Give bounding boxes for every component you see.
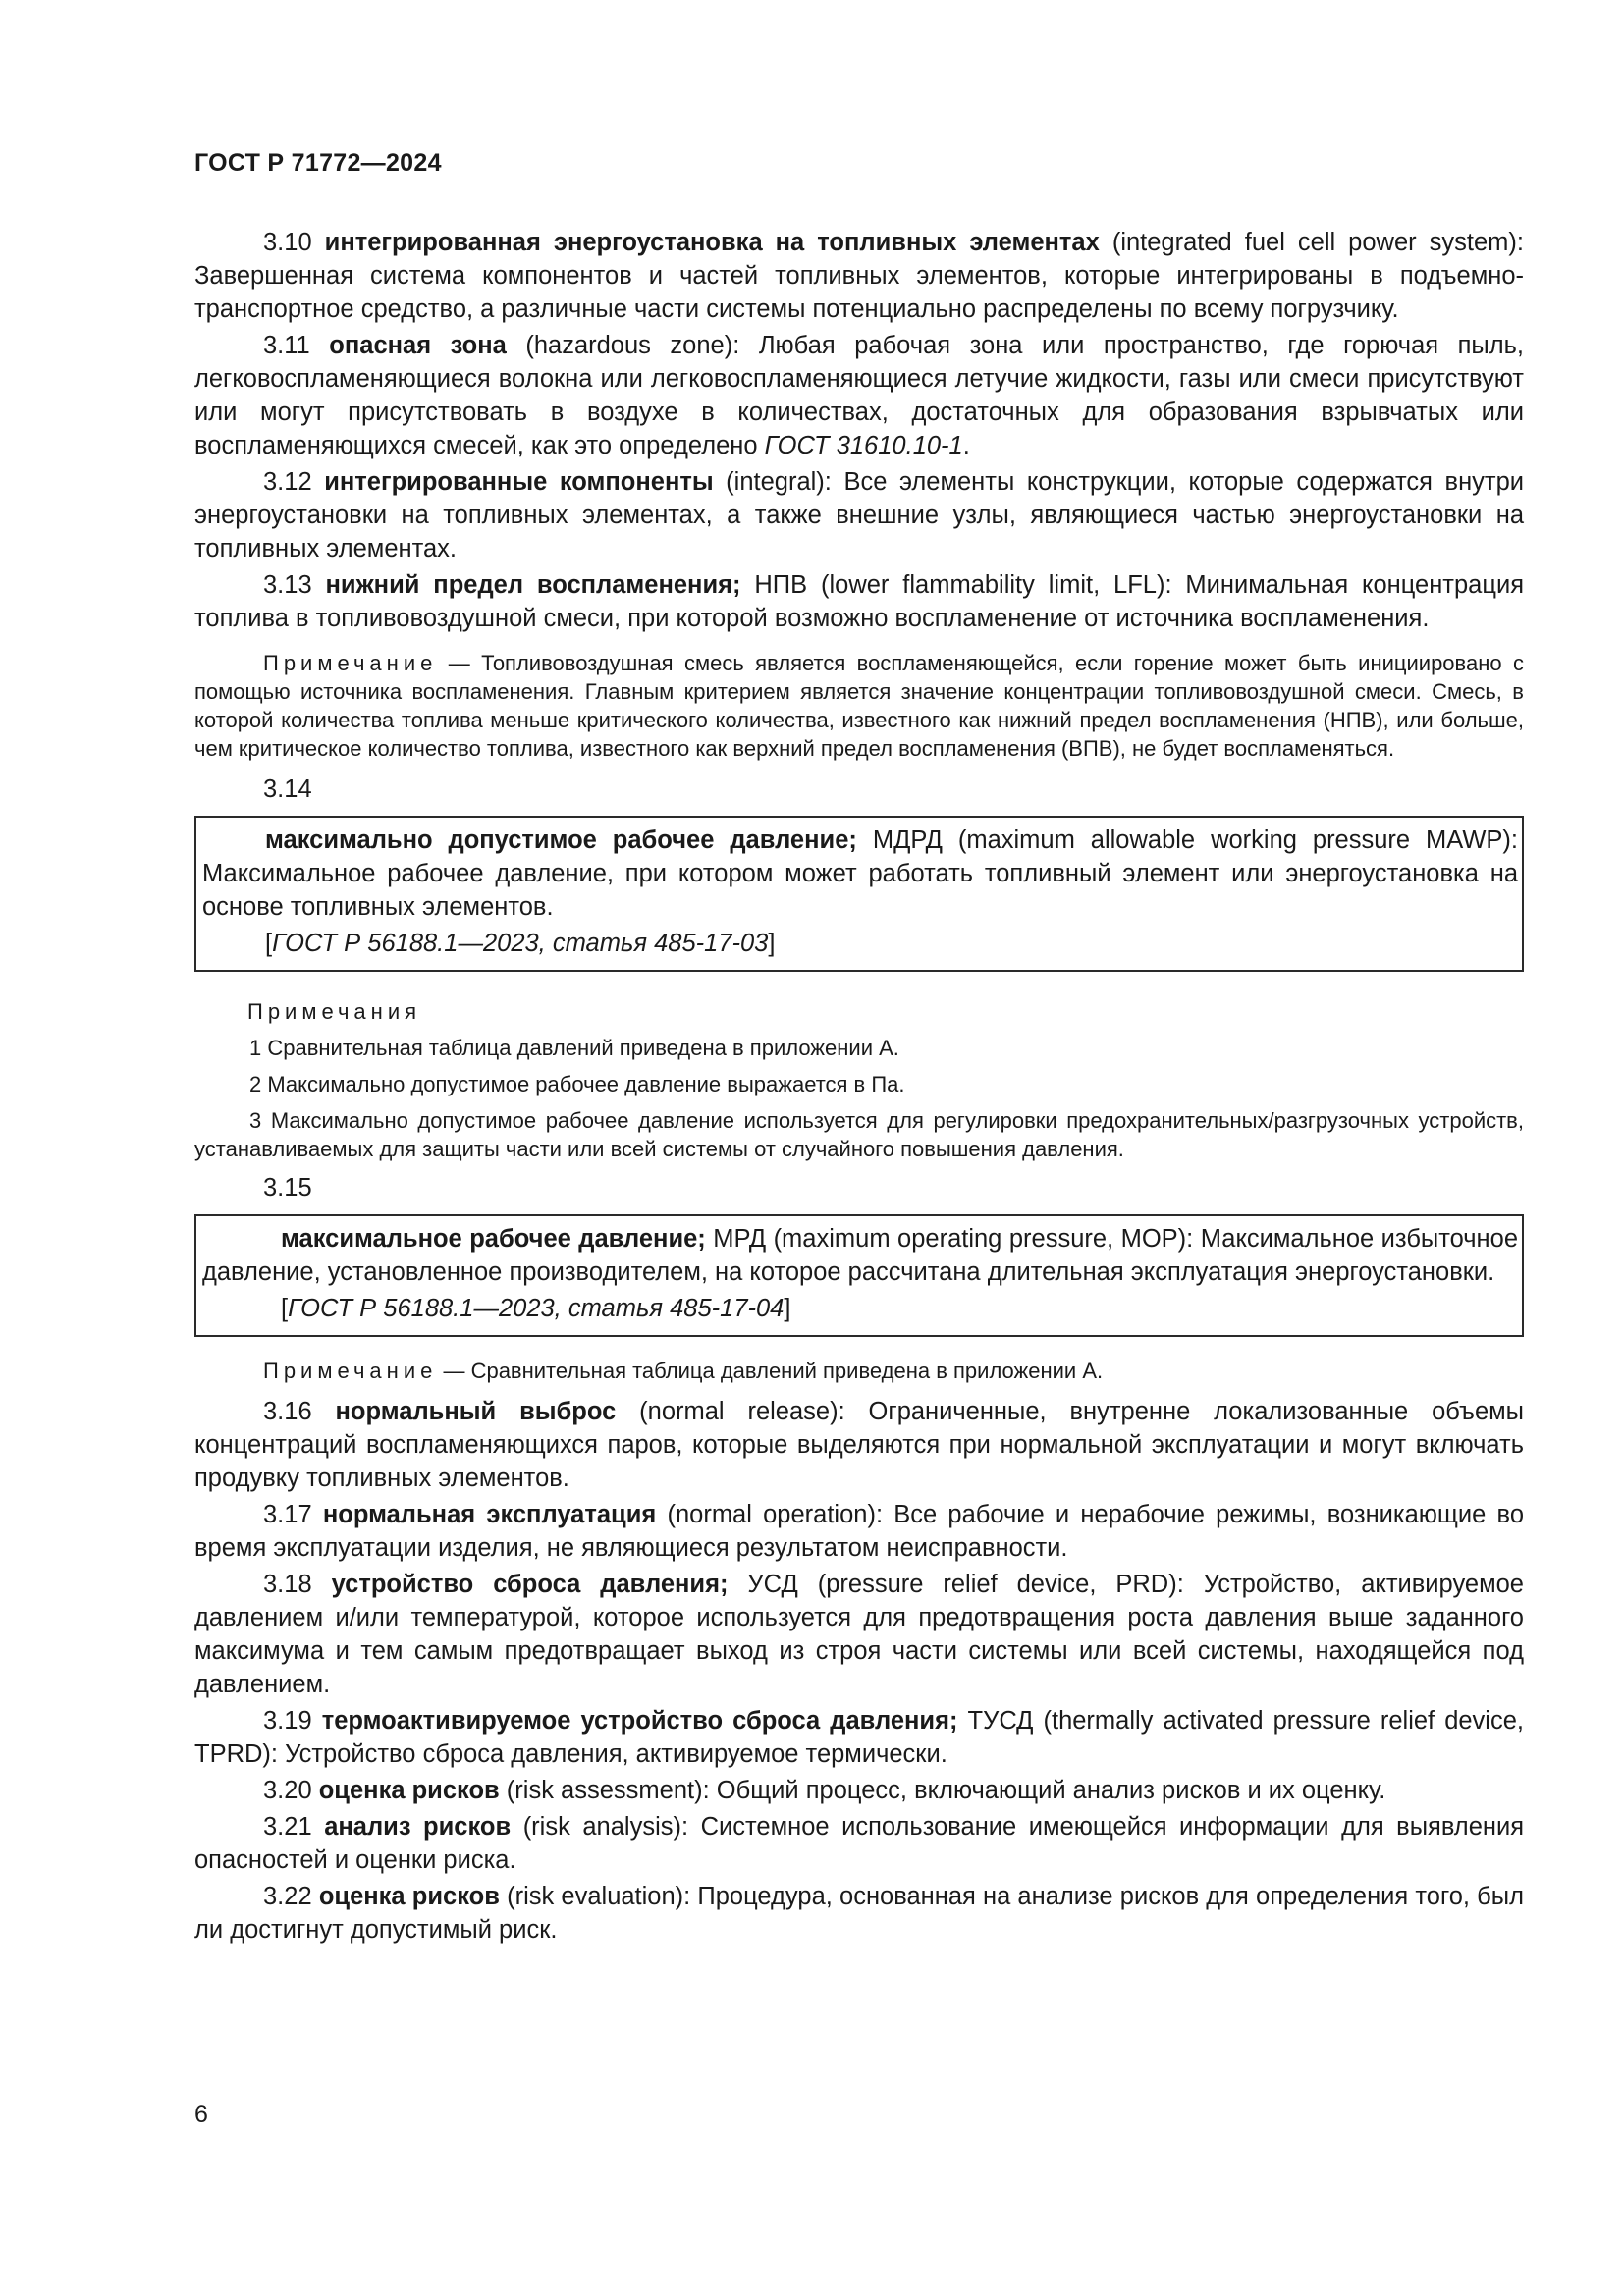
term-3-13: 3.13 нижний предел воспламенения; НПВ (lower flammability limit, LFL): Минимальная концентрация топлива в топливовоздушной смеси, при которой возможно воспламенение от источника воспламенения. bbox=[194, 571, 1525, 632]
term-3-15-reference: [ГОСТ Р 56188.1—2023, статья 485-17-04] bbox=[281, 1295, 791, 1322]
term-3-15-box bbox=[194, 1214, 1524, 1337]
term-3-11: 3.11 опасная зона (hazardous zone): Любая рабочая зона или пространство, где горючая пыль, легковоспламеняющиеся волокна или легковоспламеняющиеся летучие жидкости, газы или смеси присутствуют или могут присутствовать в воздухе в количествах, достаточных для образования взрывчатых или воспламеняющихся смесей, как это определено ГОСТ 31610.10-1. bbox=[194, 332, 1524, 459]
term-3-10: 3.10 интегрированная энергоустановка на топливных элементах (integrated fuel cell power system): Завершенная система компонентов и частей топливных элементов, которые интегрированы в подъемно-транспортное средство, а различные части системы потенциально распределены по всему погрузчику. bbox=[194, 229, 1524, 323]
term-3-17: 3.17 нормальная эксплуатация (normal operation): Все рабочие и нерабочие режимы, возникающие во время эксплуатации изделия, не являющиеся результатом неисправности. bbox=[194, 1501, 1524, 1562]
term-3-15: максимальное рабочее давление; МРД (maximum operating pressure, MOP): Максимальное избыточное давление, установленное производителем, на которое рассчитана длительная эксплуатация энергоустановки. bbox=[202, 1225, 1519, 1286]
term-3-22: 3.22 оценка рисков (risk evaluation): Процедура, основанная на анализе рисков для определения того, был ли достигнут допустимый риск. bbox=[194, 1883, 1524, 1944]
term-3-16: 3.16 нормальный выброс (normal release): Ограниченные, внутренне локализованные объемы концентраций воспламеняющихся паров, которые выделяются при нормальной эксплуатации и могут включать продувку топливных элементов. bbox=[194, 1398, 1525, 1492]
term-3-19: 3.19 термоактивируемое устройство сброса давления; ТУСД (thermally activated pressure relief device, TPRD): Устройство сброса давления, активируемое термически. bbox=[194, 1707, 1524, 1768]
term-3-14-reference: [ГОСТ Р 56188.1—2023, статья 485-17-03] bbox=[265, 930, 776, 957]
term-3-12: 3.12 интегрированные компоненты (integral): Все элементы конструкции, которые содержатся внутри энергоустановки на топливных элементах, а также внешние узлы, являющиеся частью энергоустановки на топливных элементах. bbox=[194, 468, 1525, 562]
term-3-14-number: 3.14 bbox=[263, 775, 312, 803]
standard-header: ГОСТ Р 71772—2024 bbox=[194, 149, 442, 177]
document-body bbox=[194, 226, 1524, 1949]
note-3-13: Примечание — Топливовоздушная смесь является воспламеняющейся, если горение может быть инициировано с помощью источника воспламенения. Главным критерием является значение концентрации топливовоздушной смеси. Смесь, в которой количества топлива меньше критического количества, известного как нижний предел воспламенения (НПВ), или больше, чем критическое количество топлива, известного как верхний предел воспламенения (ВПВ), не будет воспламеняться. bbox=[194, 651, 1524, 761]
page-number: 6 bbox=[194, 2101, 208, 2128]
term-3-14-box bbox=[194, 816, 1524, 972]
note-3-14-1: 1 Сравнительная таблица давлений приведена в приложении А. bbox=[249, 1036, 899, 1060]
note-3-14-2: 2 Максимально допустимое рабочее давление выражается в Па. bbox=[249, 1072, 905, 1096]
notes-3-14-title: Примечания bbox=[247, 999, 422, 1024]
term-3-18: 3.18 устройство сброса давления; УСД (pressure relief device, PRD): Устройство, активируемое давлением и/или температурой, которое используется для предотвращения роста давления выше заданного максимума и тем самым предотвращает выход из строя части системы или всей системы, находящейся под давлением. bbox=[194, 1571, 1524, 1698]
term-3-21: 3.21 анализ рисков (risk analysis): Системное использование имеющейся информации для выявления опасностей и оценки риска. bbox=[194, 1813, 1525, 1874]
note-3-14-3: 3 Максимально допустимое рабочее давление используется для регулировки предохранительных/разгрузочных устройств, устанавливаемых для защиты части или всей системы от случайного повышения давления. bbox=[194, 1108, 1524, 1161]
term-3-14: максимально допустимое рабочее давление; МДРД (maximum allowable working pressure MAWP): Максимальное рабочее давление, при котором может работать топливный элемент или энергоустановка на основе топливных элементов. bbox=[202, 827, 1518, 921]
term-3-20: 3.20 оценка рисков (risk assessment): Общий процесс, включающий анализ рисков и их оценку. bbox=[263, 1777, 1386, 1804]
note-3-15: Примечание — Сравнительная таблица давлений приведена в приложении А. bbox=[263, 1359, 1104, 1383]
term-3-15-number: 3.15 bbox=[263, 1174, 312, 1201]
